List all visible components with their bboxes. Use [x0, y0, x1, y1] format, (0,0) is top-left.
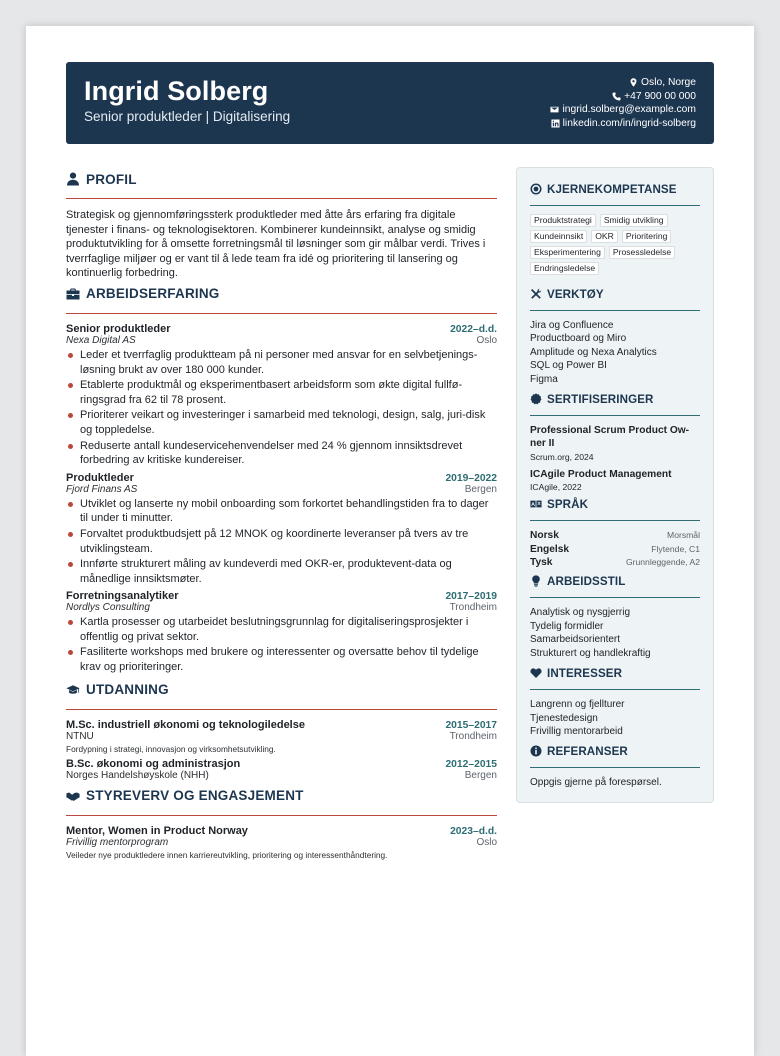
degree-note: Fordypning i strategi, innovasjon og virksomhetsutvikling. — [66, 743, 276, 754]
languages-list — [530, 529, 700, 569]
cert-issuer: Scrum.org, 2024 — [530, 451, 594, 462]
competence-heading — [530, 180, 700, 198]
profile-text: Strategisk og gjennomføringssterk produktleder med åtte års erfaring fra digitale tjenester i finans- og teknologisektoren. Kombinerer kundeinnsikt, analyse og smidig produktutvikling for å omsette forretningsmål til løsninger som gir målbar verdi. Trives i tverrfaglige miljøer og er vant til å lede team fra idé og prioritering til lansering og kontinuerlig forbedring. — [66, 209, 486, 280]
tool-item: Jira og Confluence — [530, 320, 614, 331]
interest-item: Tjenestedesign — [530, 712, 598, 724]
contact-email-text[interactable]: ingrid.solberg@example.com — [562, 104, 696, 116]
education-entry — [66, 719, 497, 754]
heart-icon — [530, 667, 542, 679]
school-name: NTNU — [66, 730, 94, 742]
job-bullet: Leder et tverrfaglig produktteam på ni personer med ansvar for en selvbetjenings-løsning brukt av over 180 000 kunder. — [66, 348, 497, 377]
competence-tag: Endringsledelse — [530, 262, 599, 275]
job-company: Nexa Digital AS — [66, 334, 136, 346]
interests-heading-text: INTERESSER — [547, 666, 623, 680]
language-row — [530, 556, 700, 569]
sidebar-divider — [530, 767, 700, 768]
board-entry — [66, 825, 497, 860]
tools-icon — [530, 288, 542, 300]
job-city: Trondheim — [449, 602, 497, 614]
candidate-name: Ingrid Solberg — [84, 76, 269, 106]
workstyle-list — [530, 606, 700, 660]
sidebar-content — [530, 180, 700, 790]
education-heading-text: UTDANNING — [86, 682, 169, 698]
language-name: Tysk — [530, 557, 553, 569]
tool-item: SQL og Power BI — [530, 360, 607, 372]
competence-heading-text: KJERNEKOMPETANSE — [547, 182, 677, 196]
job-date: 2017–2019 — [445, 591, 497, 603]
competence-tag: OKR — [591, 230, 618, 243]
board-heading-text: STYREVERV OG ENGASJEMENT — [86, 788, 304, 804]
sidebar-divider — [530, 689, 700, 690]
experience-heading-text: ARBEIDSERFARING — [86, 286, 220, 302]
job-bullet: Prioriterer veikart og investeringer i samarbeid med teknologi, design, salg, juri-disk og toppledelse. — [66, 408, 497, 437]
competence-tag: Prosessledelse — [609, 246, 675, 259]
language-name: Norsk — [530, 530, 559, 542]
references-text: Oppgis gjerne på forespørsel. — [530, 777, 662, 789]
job-bullet: Forvaltet produktbudsjett på 12 MNOK og koordinerte leveranser på tvers av tre utviklingsteam. — [66, 527, 497, 556]
experience-heading — [66, 283, 497, 305]
job-title: Produktleder — [66, 471, 134, 484]
degree-title: B.Sc. økonomi og administrasjon — [66, 757, 241, 770]
profile-section — [66, 168, 497, 281]
language-level: Morsmål — [667, 530, 700, 541]
school-city: Trondheim — [449, 730, 497, 742]
contact-linkedin[interactable] — [550, 117, 696, 131]
contact-location-text: Oslo, Norge — [641, 77, 696, 88]
cert-issuer: ICAgile, 2022 — [530, 482, 582, 493]
target-icon — [530, 183, 542, 195]
workstyle-heading — [530, 572, 700, 590]
language-row — [530, 529, 700, 542]
languages-heading — [530, 495, 700, 513]
sidebar-divider — [530, 597, 700, 598]
competence-tag: Kundeinnsikt — [530, 230, 587, 243]
references-heading-text: REFERANSER — [547, 744, 628, 758]
briefcase-icon — [66, 287, 80, 301]
language-row — [530, 543, 700, 556]
competence-tag: Produktstrategi — [530, 214, 596, 227]
board-note: Veileder nye produktledere innen karriereutvikling, prioritering og interessenthåndtering. — [66, 849, 388, 860]
handshake-icon — [66, 789, 80, 803]
interest-item: Langrenn og fjellturer — [530, 699, 625, 711]
job-title: Forretningsanalytiker — [66, 590, 179, 603]
contact-phone-text: +47 900 00 000 — [624, 90, 696, 102]
competence-tag: Eksperimentering — [530, 246, 605, 259]
job-bullets — [66, 615, 497, 674]
job-bullets — [66, 497, 497, 587]
sidebar-divider — [530, 205, 700, 206]
resume-page — [26, 26, 754, 1056]
job-bullet: Kartla prosesser og utarbeidet beslutningsgrunnlag for digitaliseringsprosjekter i offentlig og privat sektor. — [66, 615, 497, 644]
cert-title: ICAgile Product Management — [530, 468, 672, 480]
job-bullet: Utviklet og lanserte ny mobil onboarding som forkortet behandlingstiden fra to dager til under ti minutter. — [66, 497, 497, 526]
profile-heading — [66, 168, 497, 190]
language-name: Engelsk — [530, 543, 570, 555]
language-level: Grunnleggende, A2 — [625, 557, 700, 568]
languages-heading-text: SPRÅK — [547, 497, 589, 511]
tools-heading — [530, 285, 700, 303]
experience-section — [66, 283, 497, 675]
job-bullets — [66, 348, 497, 468]
user-icon — [66, 172, 80, 186]
envelope-icon — [550, 105, 559, 114]
section-divider — [66, 815, 497, 816]
graduation-cap-icon — [66, 683, 80, 697]
degree-date: 2015–2017 — [445, 719, 497, 731]
job-company: Nordlys Consulting — [66, 602, 150, 614]
lightbulb-icon — [530, 575, 542, 587]
interests-list — [530, 698, 700, 738]
linkedin-icon — [551, 119, 560, 128]
section-divider — [66, 313, 497, 314]
sidebar-divider — [530, 310, 700, 311]
job-bullet: Reduserte antall kundeservicehenvendelser med 24 % gjennom innsiktsdrevet forbedring av kritiske kundereiser. — [66, 439, 497, 468]
job-date: 2019–2022 — [445, 472, 497, 484]
job-city: Oslo — [476, 334, 497, 346]
sidebar — [516, 167, 714, 803]
certs-heading — [530, 390, 700, 408]
cert-title: Professional Scrum Product Ow-ner II — [530, 425, 690, 450]
board-org: Frivillig mentorprogram — [66, 836, 169, 848]
language-icon — [530, 498, 542, 510]
workstyle-item: Strukturert og handlekraftig — [530, 647, 651, 659]
contact-location — [550, 76, 696, 90]
degree-date: 2012–2015 — [445, 758, 497, 770]
references-heading — [530, 742, 700, 760]
info-circle-icon — [530, 745, 542, 757]
education-entry — [66, 758, 497, 781]
section-divider — [66, 709, 497, 710]
certs-heading-text: SERTIFISERINGER — [547, 392, 654, 406]
job-date: 2022–d.d. — [450, 323, 497, 335]
school-city: Bergen — [464, 769, 497, 781]
job-company: Fjord Finans AS — [66, 483, 138, 495]
board-section — [66, 785, 497, 860]
contact-block — [550, 76, 696, 130]
job-city: Bergen — [464, 483, 497, 495]
contact-email[interactable] — [550, 103, 696, 117]
interest-item: Frivillig mentorarbeid — [530, 725, 623, 737]
job-bullet: Fasiliterte workshops med brukere og interessenter og oversatte behov til tydelige krav og prioriteringer. — [66, 645, 497, 674]
workstyle-item: Tydelig formidler — [530, 620, 604, 632]
job-bullet: Etablerte produktmål og eksperimentbasert arbeidsform som økte digital fullfø-ringsgrad fra 62 til 78 prosent. — [66, 378, 497, 407]
education-heading — [66, 679, 497, 701]
board-title: Mentor, Women in Product Norway — [66, 824, 248, 837]
board-city: Oslo — [476, 836, 497, 848]
job-bullet: Innførte strukturert måling av kundeverdi med OKR-er, produktevent-data og månedlige innsiktsmøter. — [66, 557, 497, 586]
job-entry — [66, 590, 497, 674]
tools-list — [530, 319, 700, 386]
board-heading — [66, 785, 497, 807]
job-title: Senior produktleder — [66, 322, 171, 335]
section-divider — [66, 198, 497, 199]
location-pin-icon — [629, 78, 638, 87]
education-section — [66, 679, 497, 781]
resume-header — [66, 62, 714, 144]
tools-heading-text: VERKTØY — [547, 287, 604, 301]
contact-phone — [550, 90, 696, 104]
sidebar-divider — [530, 520, 700, 521]
certificate-badge-icon — [530, 393, 542, 405]
tool-item: Amplitude og Nexa Analytics — [530, 346, 657, 358]
workstyle-item: Analytisk og nysgjerrig — [530, 607, 631, 619]
profile-heading-text: PROFIL — [86, 171, 137, 187]
interests-heading — [530, 664, 700, 682]
school-name: Norges Handelshøyskole (NHH) — [66, 769, 209, 781]
certs-list — [530, 424, 700, 492]
tool-item: Figma — [530, 373, 558, 385]
competence-tags — [530, 214, 700, 275]
language-level: Flytende, C1 — [651, 543, 700, 554]
sidebar-divider — [530, 415, 700, 416]
competence-tag: Smidig utvikling — [600, 214, 668, 227]
job-entry — [66, 323, 497, 468]
tool-item: Productboard og Miro — [530, 333, 627, 345]
competence-tag: Prioritering — [622, 230, 672, 243]
phone-icon — [612, 92, 621, 101]
main-column — [66, 168, 497, 864]
contact-linkedin-text[interactable]: linkedin.com/in/ingrid-solberg — [562, 117, 696, 129]
workstyle-heading-text: ARBEIDSSTIL — [547, 574, 626, 588]
board-date: 2023–d.d. — [450, 825, 497, 837]
job-entry — [66, 472, 497, 587]
candidate-title: Senior produktleder | Digitalisering — [84, 109, 291, 124]
workstyle-item: Samarbeidsorientert — [530, 634, 621, 646]
degree-title: M.Sc. industriell økonomi og teknologiledelse — [66, 718, 305, 731]
